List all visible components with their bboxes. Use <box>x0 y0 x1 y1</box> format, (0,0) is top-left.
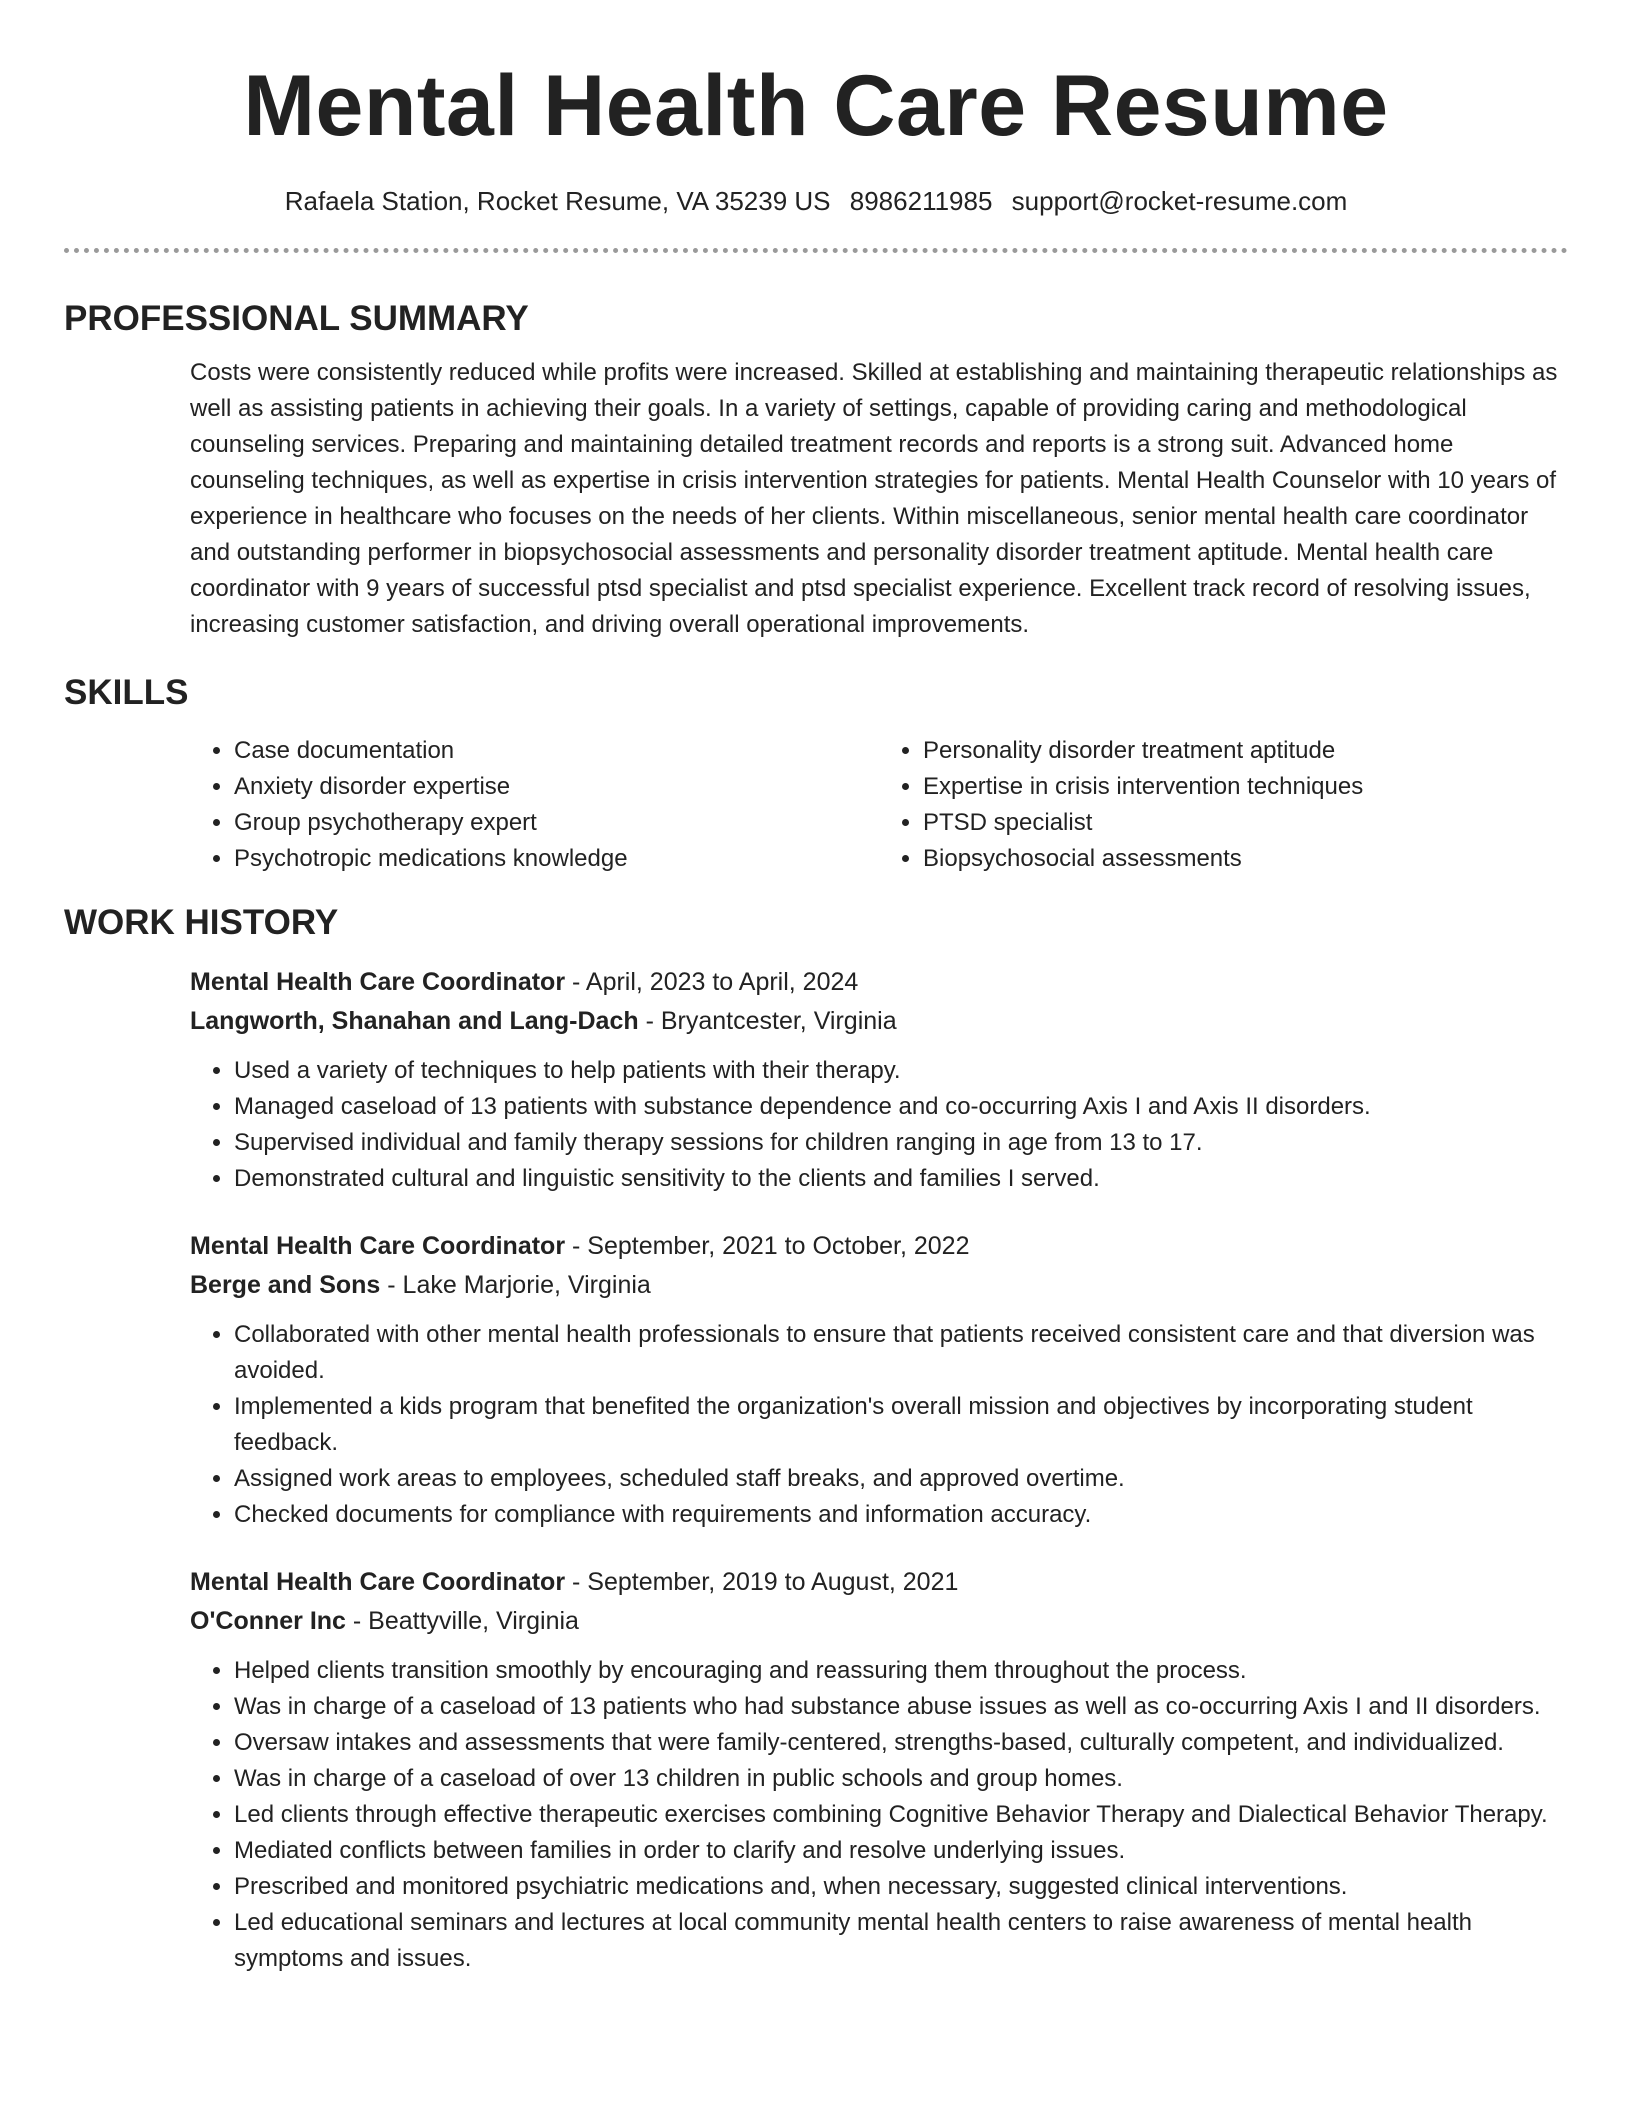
job-role-line <box>190 1563 1568 1602</box>
job-bullet: • Mediated conflicts between families in order to clarify and resolve underlying issues. <box>234 1833 1568 1869</box>
work-history-heading: WORK HISTORY <box>64 903 339 942</box>
job-company-line <box>190 1002 1568 1041</box>
contact-address: Rafaela Station, Rocket Resume, VA 35239 US <box>284 186 831 216</box>
contact-phone: 8986211985 <box>849 186 993 216</box>
job-bullet: • Assigned work areas to employees, scheduled staff breaks, and approved overtime. <box>234 1461 1568 1497</box>
job-role-line <box>190 1227 1568 1266</box>
job-entry <box>190 1563 1568 1977</box>
job-bullets <box>190 1053 1568 1197</box>
job-dates: - September, 2019 to August, 2021 <box>565 1568 959 1596</box>
skill-item: • PTSD specialist <box>923 805 1568 841</box>
job-company: Berge and Sons <box>190 1271 381 1299</box>
job-role: Mental Health Care Coordinator <box>190 1568 566 1596</box>
summary-heading: PROFESSIONAL SUMMARY <box>64 299 529 338</box>
job-bullet: • Used a variety of techniques to help patients with their therapy. <box>234 1053 1568 1089</box>
skill-item: • Expertise in crisis intervention techniques <box>923 769 1568 805</box>
job-role: Mental Health Care Coordinator <box>190 1232 566 1260</box>
job-bullet: • Oversaw intakes and assessments that were family-centered, strengths-based, culturally competent, and individualized. <box>234 1725 1568 1761</box>
skills-column-left <box>190 733 879 877</box>
job-role-line <box>190 963 1568 1002</box>
job-role: Mental Health Care Coordinator <box>190 968 566 996</box>
skill-item: • Personality disorder treatment aptitude <box>923 733 1568 769</box>
job-bullet: • Was in charge of a caseload of over 13 children in public schools and group homes. <box>234 1761 1568 1797</box>
skills-heading: SKILLS <box>64 673 189 712</box>
contact-line <box>64 184 1568 218</box>
skills-column-right <box>879 733 1568 877</box>
job-dates: - April, 2023 to April, 2024 <box>565 968 859 996</box>
header-divider <box>64 248 1568 253</box>
summary-text: Costs were consistently reduced while profits were increased. Skilled at establishing and maintaining therapeutic relationships as well as assisting patients in achieving their goals. In a variety of settings, capable of providing caring and methodological counseling services. Preparing and maintaining detailed treatment records and reports is a strong suit. Advanced home counseling techniques, as well as expertise in crisis intervention strategies for patients. Mental Health Counselor with 10 years of experience in healthcare who focuses on the needs of her clients. Within miscellaneous, senior mental health care coordinator and outstanding performer in biopsychosocial assessments and personality disorder treatment aptitude. Mental health care coordinator with 9 years of successful ptsd specialist and ptsd specialist experience. Excellent track record of resolving issues, increasing customer satisfaction, and driving overall operational improvements. <box>190 359 1558 638</box>
job-bullets <box>190 1317 1568 1533</box>
job-bullet: • Implemented a kids program that benefited the organization's overall mission and objectives by incorporating student feedback. <box>234 1389 1568 1461</box>
job-company-line <box>190 1266 1568 1305</box>
skill-item: • Anxiety disorder expertise <box>234 769 879 805</box>
job-bullets <box>190 1653 1568 1977</box>
job-location: - Lake Marjorie, Virginia <box>380 1271 651 1299</box>
job-entry <box>190 1227 1568 1533</box>
job-company: O'Conner Inc <box>190 1607 346 1635</box>
job-dates: - September, 2021 to October, 2022 <box>565 1232 970 1260</box>
job-bullet: • Led educational seminars and lectures at local community mental health centers to raise awareness of mental health symptoms and issues. <box>234 1905 1568 1977</box>
resume-title: Mental Health Care Resume <box>243 58 1389 154</box>
job-company-line <box>190 1602 1568 1641</box>
job-location: - Bryantcester, Virginia <box>638 1007 897 1035</box>
job-bullet: • Demonstrated cultural and linguistic sensitivity to the clients and families I served. <box>234 1161 1568 1197</box>
skill-item: • Psychotropic medications knowledge <box>234 841 879 877</box>
job-bullet: • Checked documents for compliance with requirements and information accuracy. <box>234 1497 1568 1533</box>
skill-item: • Group psychotherapy expert <box>234 805 879 841</box>
skill-item: • Case documentation <box>234 733 879 769</box>
skills-list <box>190 733 1568 877</box>
job-bullet: • Collaborated with other mental health professionals to ensure that patients received consistent care and that diversion was avoided. <box>234 1317 1568 1389</box>
skill-item: • Biopsychosocial assessments <box>923 841 1568 877</box>
job-location: - Beattyville, Virginia <box>345 1607 579 1635</box>
job-bullet: • Helped clients transition smoothly by encouraging and reassuring them throughout the process. <box>234 1653 1568 1689</box>
job-bullet: • Supervised individual and family therapy sessions for children ranging in age from 13 to 17. <box>234 1125 1568 1161</box>
job-bullet: • Was in charge of a caseload of 13 patients who had substance abuse issues as well as co-occurring Axis I and II disorders. <box>234 1689 1568 1725</box>
job-bullet: • Led clients through effective therapeutic exercises combining Cognitive Behavior Therapy and Dialectical Behavior Therapy. <box>234 1797 1568 1833</box>
job-bullet: • Prescribed and monitored psychiatric medications and, when necessary, suggested clinical interventions. <box>234 1869 1568 1905</box>
resume-page <box>64 0 1568 1977</box>
contact-email: support@rocket-resume.com <box>1011 186 1348 216</box>
job-company: Langworth, Shanahan and Lang-Dach <box>190 1007 639 1035</box>
job-entry <box>190 963 1568 1197</box>
job-bullet: • Managed caseload of 13 patients with substance dependence and co-occurring Axis I and Axis II disorders. <box>234 1089 1568 1125</box>
